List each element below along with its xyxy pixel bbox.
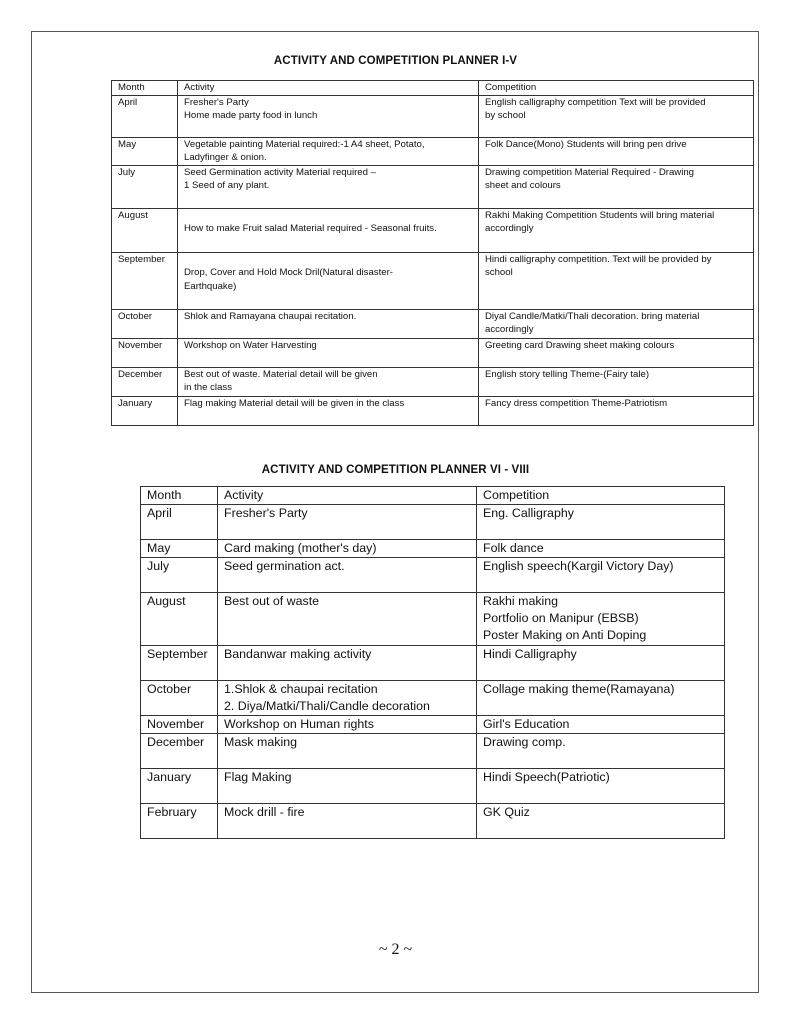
table-row bbox=[141, 646, 725, 681]
table-row bbox=[141, 716, 725, 734]
competition-cell: Rakhi Making Competition Students will bring material accordingly bbox=[479, 208, 754, 252]
activity-cell: Flag making Material detail will be given in the class bbox=[178, 396, 479, 425]
table-row bbox=[112, 396, 754, 425]
competition-cell: Girl's Education bbox=[477, 716, 725, 734]
month-cell: January bbox=[112, 396, 178, 425]
header-competition: Competition bbox=[479, 81, 754, 96]
activity-cell: Drop, Cover and Hold Mock Dril(Natural disaster- Earthquake) bbox=[178, 252, 479, 309]
month-cell: September bbox=[112, 252, 178, 309]
month-cell: November bbox=[112, 338, 178, 367]
activity-cell: Seed germination act. bbox=[218, 558, 477, 593]
month-cell: May bbox=[112, 137, 178, 165]
activity-cell: Flag Making bbox=[218, 769, 477, 804]
header-month: Month bbox=[141, 487, 218, 505]
competition-cell: Drawing comp. bbox=[477, 734, 725, 769]
header-activity: Activity bbox=[218, 487, 477, 505]
activity-cell: Mask making bbox=[218, 734, 477, 769]
competition-cell: Rakhi making Portfolio on Manipur (EBSB) Poster Making on Anti Doping bbox=[477, 593, 725, 646]
competition-cell: English story telling Theme-(Fairy tale) bbox=[479, 367, 754, 396]
month-cell: October bbox=[112, 309, 178, 338]
table-row bbox=[112, 252, 754, 309]
competition-cell: Hindi calligraphy competition. Text will be provided by school bbox=[479, 252, 754, 309]
activity-cell: How to make Fruit salad Material required - Seasonal fruits. bbox=[178, 208, 479, 252]
competition-cell: English speech(Kargil Victory Day) bbox=[477, 558, 725, 593]
month-cell: December bbox=[141, 734, 218, 769]
table-row bbox=[141, 505, 725, 540]
activity-cell: Vegetable painting Material required:-1 A4 sheet, Potato, Ladyfinger & onion. bbox=[178, 137, 479, 165]
activity-cell: Fresher's Party bbox=[218, 505, 477, 540]
month-cell: September bbox=[141, 646, 218, 681]
table-row bbox=[141, 540, 725, 558]
table-row bbox=[141, 681, 725, 716]
month-cell: October bbox=[141, 681, 218, 716]
activity-cell: Fresher's Party Home made party food in lunch bbox=[178, 95, 479, 137]
competition-cell: Diyal Candle/Matki/Thali decoration. bring material accordingly bbox=[479, 309, 754, 338]
activity-cell: Best out of waste bbox=[218, 593, 477, 646]
table-row bbox=[112, 95, 754, 137]
table-row bbox=[112, 165, 754, 208]
table-row bbox=[112, 367, 754, 396]
activity-cell: Shlok and Ramayana chaupai recitation. bbox=[178, 309, 479, 338]
table-row bbox=[141, 804, 725, 839]
header-month: Month bbox=[112, 81, 178, 96]
month-cell: May bbox=[141, 540, 218, 558]
activity-cell: Workshop on Water Harvesting bbox=[178, 338, 479, 367]
header-activity: Activity bbox=[178, 81, 479, 96]
table-row bbox=[141, 769, 725, 804]
page-number: ~ 2 ~ bbox=[378, 941, 413, 958]
month-cell: August bbox=[112, 208, 178, 252]
planner-1-title: ACTIVITY AND COMPETITION PLANNER I-V bbox=[273, 55, 518, 67]
month-cell: July bbox=[112, 165, 178, 208]
competition-cell: Collage making theme(Ramayana) bbox=[477, 681, 725, 716]
month-cell: July bbox=[141, 558, 218, 593]
planner-2-table bbox=[140, 486, 725, 839]
competition-cell: Hindi Speech(Patriotic) bbox=[477, 769, 725, 804]
competition-cell: Fancy dress competition Theme-Patriotism bbox=[479, 396, 754, 425]
month-cell: January bbox=[141, 769, 218, 804]
competition-cell: Drawing competition Material Required - Drawing sheet and colours bbox=[479, 165, 754, 208]
month-cell: April bbox=[112, 95, 178, 137]
month-cell: February bbox=[141, 804, 218, 839]
month-cell: November bbox=[141, 716, 218, 734]
planner-1-table bbox=[111, 80, 754, 426]
activity-cell: Bandanwar making activity bbox=[218, 646, 477, 681]
table-row bbox=[141, 558, 725, 593]
competition-cell: Folk dance bbox=[477, 540, 725, 558]
table-row bbox=[141, 734, 725, 769]
table-row bbox=[141, 593, 725, 646]
activity-cell: Workshop on Human rights bbox=[218, 716, 477, 734]
competition-cell: Greeting card Drawing sheet making colours bbox=[479, 338, 754, 367]
activity-cell: Best out of waste. Material detail will be given in the class bbox=[178, 367, 479, 396]
month-cell: August bbox=[141, 593, 218, 646]
table-row bbox=[112, 309, 754, 338]
table-row bbox=[112, 208, 754, 252]
activity-cell: Seed Germination activity Material required – 1 Seed of any plant. bbox=[178, 165, 479, 208]
table-row bbox=[112, 137, 754, 165]
header-competition: Competition bbox=[477, 487, 725, 505]
activity-cell: 1.Shlok & chaupai recitation 2. Diya/Matki/Thali/Candle decoration bbox=[218, 681, 477, 716]
month-cell: April bbox=[141, 505, 218, 540]
competition-cell: Folk Dance(Mono) Students will bring pen drive bbox=[479, 137, 754, 165]
competition-cell: Eng. Calligraphy bbox=[477, 505, 725, 540]
planner-2-title: ACTIVITY AND COMPETITION PLANNER VI - VIII bbox=[261, 464, 530, 476]
competition-cell: Hindi Calligraphy bbox=[477, 646, 725, 681]
activity-cell: Mock drill - fire bbox=[218, 804, 477, 839]
competition-cell: English calligraphy competition Text will be provided by school bbox=[479, 95, 754, 137]
table-row bbox=[112, 338, 754, 367]
activity-cell: Card making (mother's day) bbox=[218, 540, 477, 558]
competition-cell: GK Quiz bbox=[477, 804, 725, 839]
month-cell: December bbox=[112, 367, 178, 396]
